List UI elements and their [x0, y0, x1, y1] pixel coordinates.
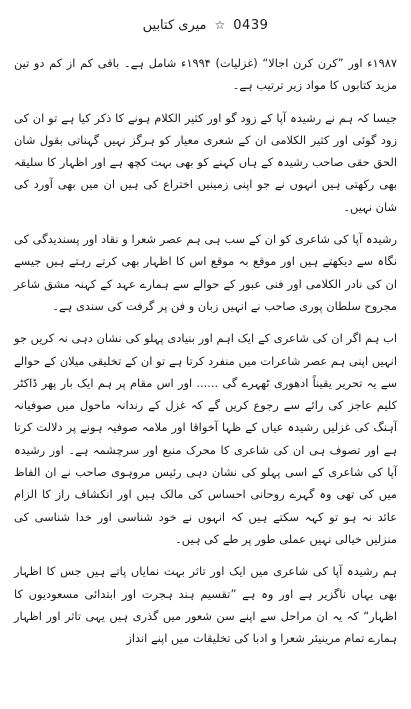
paragraph: ہم رشیدہ آپا کی شاعری میں ایک اور تاثر بہت نمایاں پاتے ہیں جس کا اظہار بھی یہاں ناگزیر ہے اور وہ ہے ”تقسیم ہند ہجرت اور ابتدائی مسعودیوں کا اظہار“ کہ یہ ان مراحل سے اپنے سن شعور میں گذری ہیں یہی تاثر اور اظہار ہمارے تمام مرینیئر شعرا و ادبا کی تخلیقات میں اپنے انداز — [14, 564, 397, 646]
page-header — [14, 14, 397, 36]
paragraph: جیسا کہ ہم نے رشیدہ آپا کے زود گو اور کثیر الکلام ہونے کا ذکر کیا ہے تو ان کی زود گوئی اور کثیر الکلامی ان کے شعری معیار کو ہرگز نہیں گہناتی بقول شان الحق حقی صاحب رشیدہ کے ہاں کہنے کو بھی بہت کچھ ہے اور اظہار کا سلیقہ بھی رکھتی ہیں انہوں نے جو اپنی زمینیں اختراع کی ہیں ان میں بھی آورد کی شان نہیں۔ — [14, 110, 397, 214]
book-title: میری کتابیں — [142, 17, 207, 33]
paragraph: اب ہم اگر ان کی شاعری کے ایک اہم اور بنیادی پہلو کی نشان دہی نہ کریں جو انہیں اپنی ہم عصر شاعرات میں منفرد کرتا ہے تو ان کے تخلیقی میلان کے حوالے سے یہ تحریر یقیناً ادھوری ٹھہرے گی ...... اور اس مقام پر ہم ایک بار پھر ڈاکٹر کلیم عاجز کی رائے سے رجوع کریں گے کہ غزل کے رندانہ ماحول میں صوفیانہ آہنگ کی غزلیں رشیدہ عیاں کے ظہا آخواقا اور ملامہ صوفیہ ہونے پر دلالت کرتا ہے اور تصوف ہی ان کی شاعری کا محرک منبع اور سرچشمہ ہے۔ اور رشیدہ آپا کی شاعری کے اسی پہلو کی نشان دہی رئیس مروہوی صاحب نے ان الفاظ میں کی تھی وہ گہرے روحانی احساس کی مالک ہیں اور انکشاف راز کا الزام عائد نہ ہو تو کہہ سکتے ہیں کہ انہوں نے خود شناسی اور خدا شناسی کی منزلیں خیالی نہیں عملی طور پر طے کی ہیں۔ — [14, 331, 397, 546]
paragraph: ۱۹۸۷ء اور ”کرن کرن اجالا“ (غزلیات) ۱۹۹۴ء شامل ہے۔ باقی کم از کم دو تین مزید کتابوں کا مواد زیر ترتیب ہے۔ — [14, 56, 397, 93]
paragraph: رشیدہ آپا کی شاعری کو ان کے سب ہی ہم عصر شعرا و نقاد اور پسندیدگی کی نگاہ سے دیکھتے ہیں اور موقع بہ موقع اس کا اظہار بھی کرتے رہتے ہیں جیسے ان کی نادر الکلامی اور فنی عبور کے حوالے سے ہمارے عہد کے کہنہ مشق شاعر مجروح سلطان پوری صاحب نے انہیں زبان و فن پر گرفت کی سندی ہے۔ — [14, 232, 397, 313]
page-number: 0439 — [233, 17, 269, 33]
document-body — [14, 52, 397, 649]
star-icon: ☆ — [214, 18, 226, 32]
